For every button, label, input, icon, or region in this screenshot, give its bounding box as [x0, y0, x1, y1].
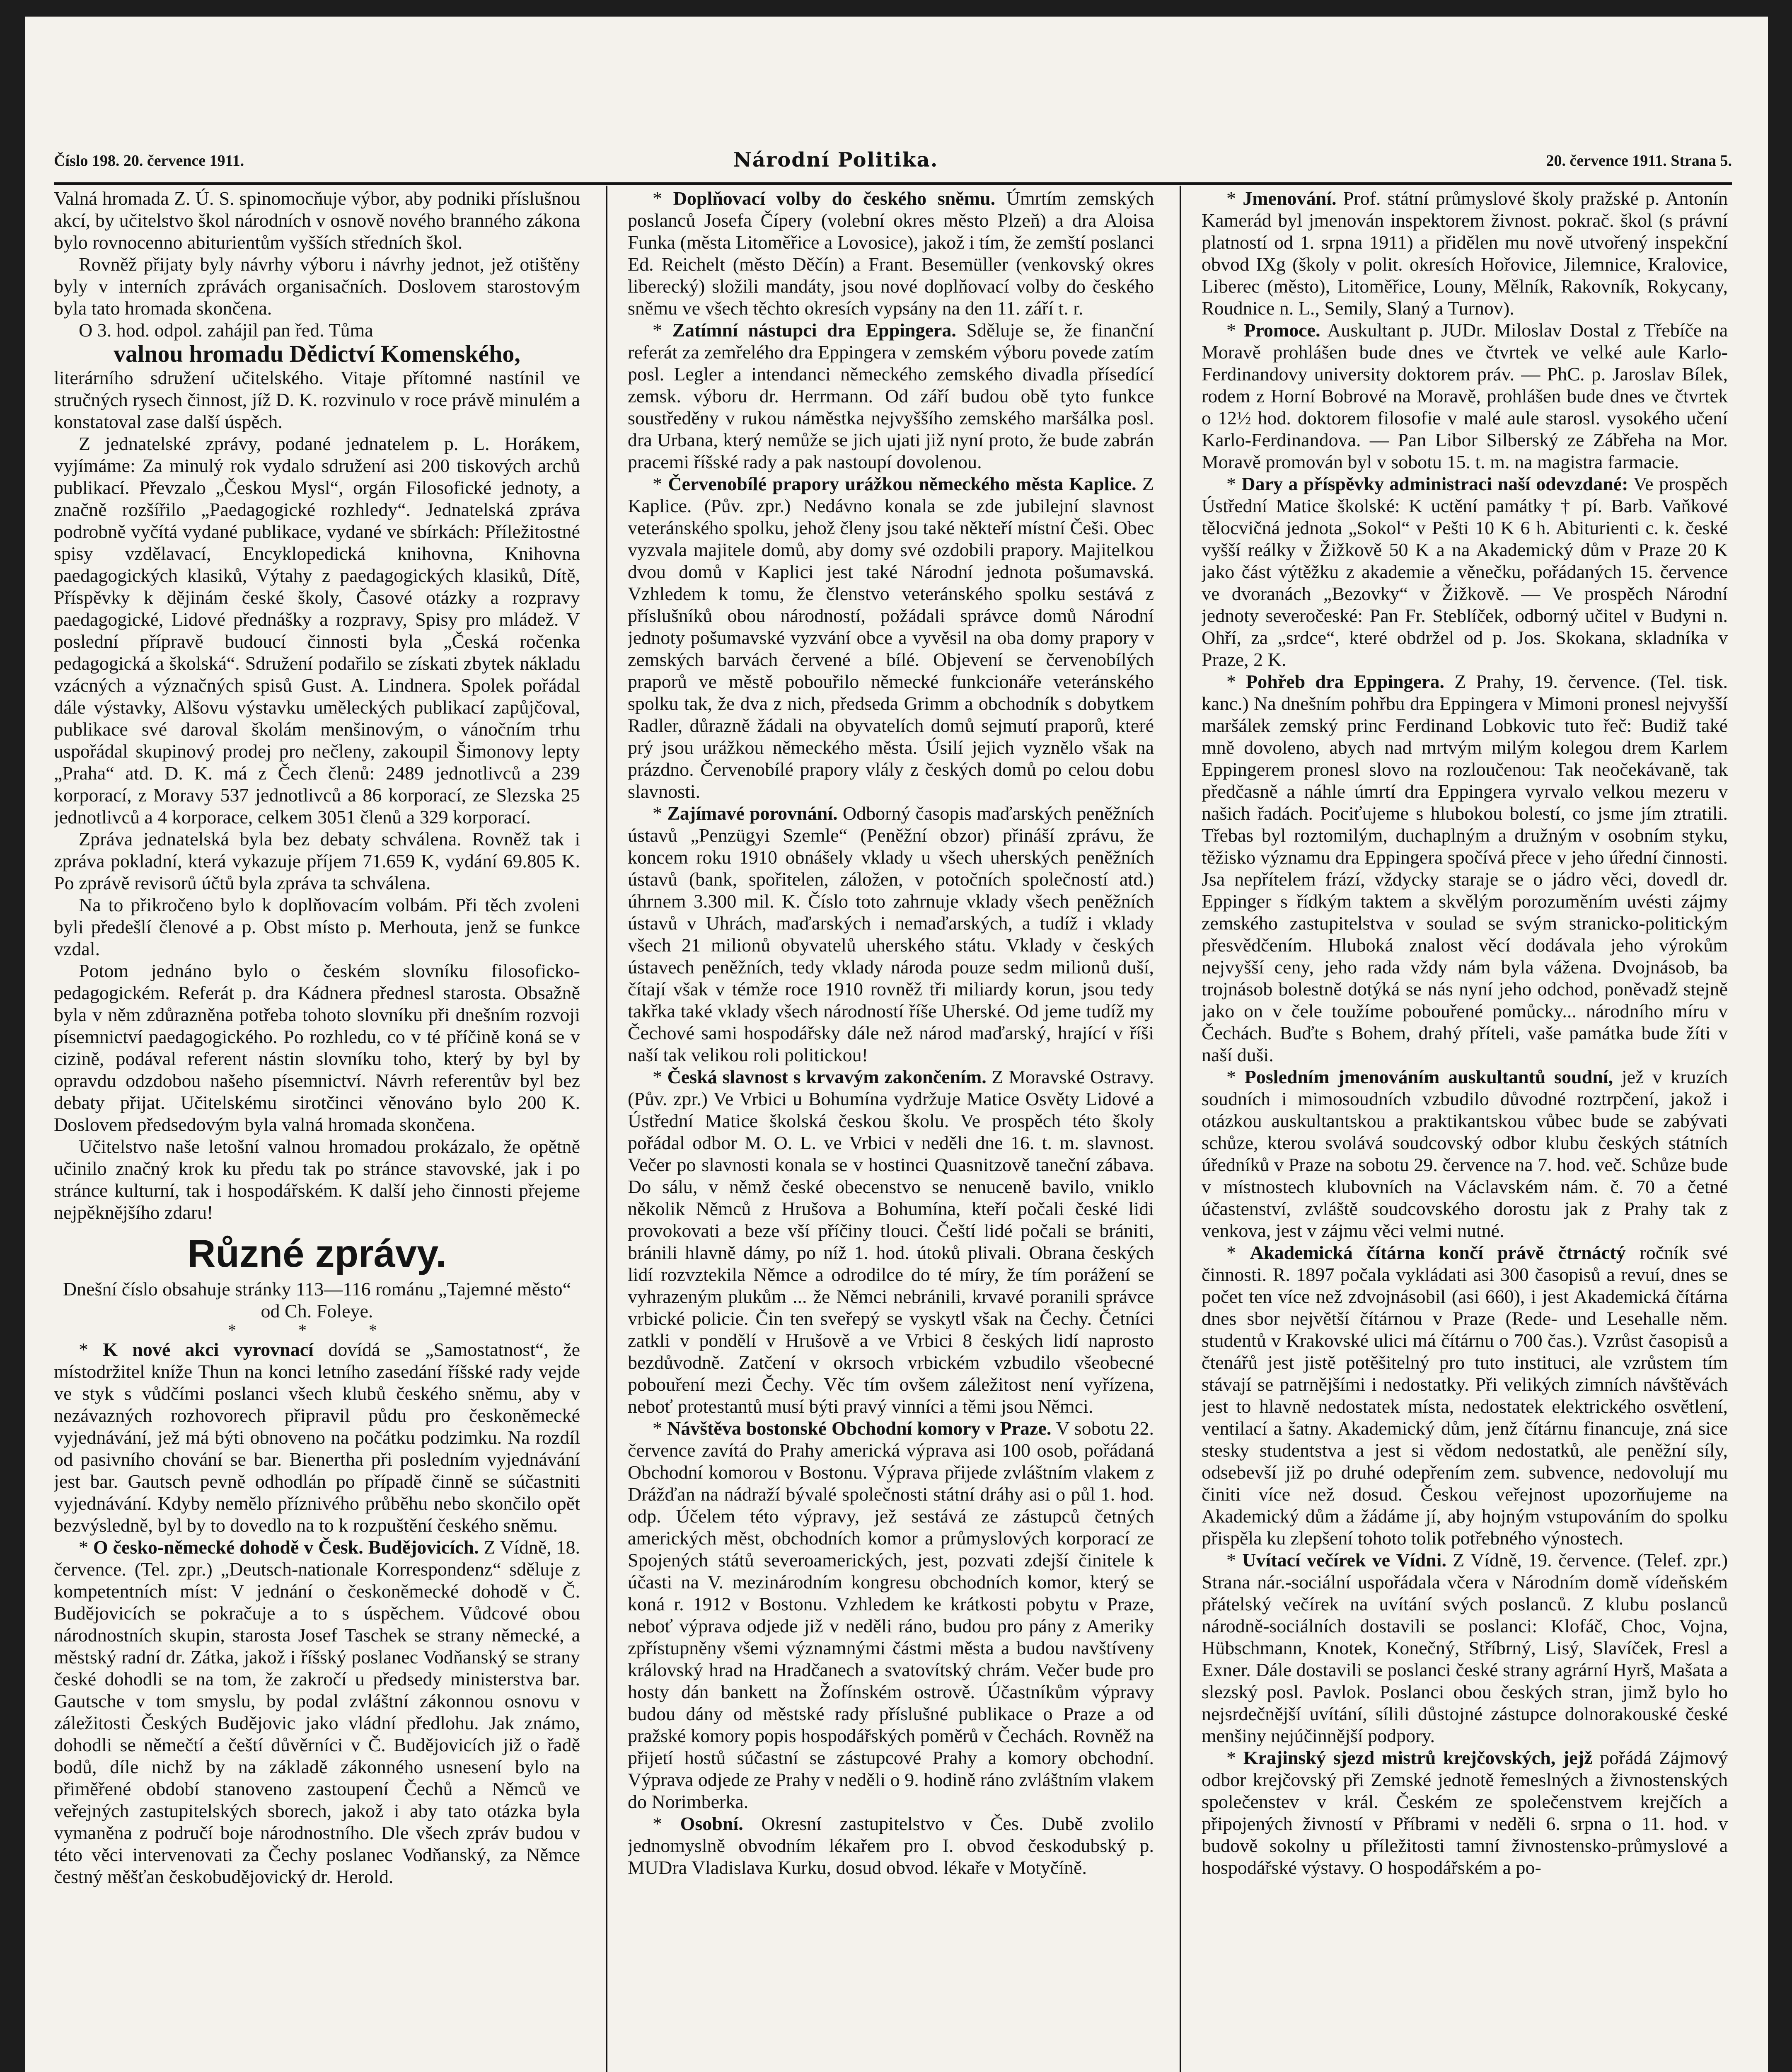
news-item-body: Úmrtím zemských poslanců Josefa Čípery (volební okres město Plzeň) a dra Aloisa Funka (města Litoměřice a Lovosice), jakož i tím, že zemští poslanci Ed. Reichelt (město Děčín) a Frant. Besemüller (venkovský okres liberecký) složili mandáty, jsou nové doplňovací volby do českého sněmu ve všech těchto okresích vypsány na den 11. září t. r.	[628, 188, 1154, 319]
article-paragraph: literárního sdružení učitelského. Vitaje přítomné nastínil ve stručných rysech činnost, jíž D. K. rozvinulo v roce právě minulém a konstatoval zase další úspěch.	[54, 367, 580, 432]
news-item-body: Z Kaplice. (Pův. zpr.) Nedávno konala se zde jubilejní slavnost veteránského spolku, jehož členy jsou také někteří místní Češi. Obec vyzvala majitele domů, aby domy své ozdobili prapory. Majitelkou dvou domů v Kaplici jest také Národní jednota pošumavská. Vzhledem k tomu, že členstvo veteránského spolku sestává z příslušníků obou národností, požádali správce domů Národní jednoty pošumavské vyzvání obce a vyvěsil na oba domy prapory v zemských barvách červené a bílé. Objevení se červenobílých praporů ve městě pobouřilo německé funkcionáře veteránského spolku tak, že dva z nich, předseda Grimm a obchodník s dobytkem Radler, důrazně žádali na obyvatelích domů sejmutí praporů, které prý jsou urážkou německého města. Úsilí jejich vyznělo však na prázdno. Červenobílé prapory vlály z českých domů po celou dobu slavnosti.	[628, 473, 1154, 802]
news-item: * Osobní. Okresní zastupitelstvo v Čes. Dubě zvolilo jednomyslně obvodním lékařem pro I. obvod českodubský p. MUDra Vladislava Kurku, dosud obvod. lékaře v Motyčíně.	[628, 1813, 1154, 1878]
news-item-lead: Uvítací večírek ve Vídni.	[1242, 1549, 1446, 1571]
article-paragraph: Valná hromada Z. Ú. S. spinomocňuje výbor, aby podniki příslušnou akcí, by učitelstvo škol národních v osnově nového branného zákona bylo rovnocenno abiturientům vyšších středních škol.	[54, 188, 580, 253]
article-paragraph: Zpráva jednatelská byla bez debaty schválena. Rovněž tak i zpráva pokladní, která vykazuje příjem 71.659 K, vydání 69.805 K. Po zprávě revisorů účtů byla zpráva ta schválena.	[54, 828, 580, 893]
header-rule	[54, 182, 1732, 185]
issue-number: Číslo 198. 20. července 1911.	[54, 152, 244, 169]
scan-border-top	[0, 0, 1792, 17]
news-item-lead: Zatímní nástupci dra Eppingera.	[672, 320, 956, 341]
news-item: * Česká slavnost s krvavým zakončením. Z Moravské Ostravy. (Pův. zpr.) Ve Vrbici u Bohumína vydržuje Matice Osvěty Lidové a Ústřední Matice školská českou školu. Ve prospěch této školy pořádal odbor M. O. L. ve Vrbici v neděli dne 16. t. m. slavnost. Večer po slavnosti konala se v hostinci Quasnitzově taneční zábava. Do sálu, v němž české obecenstvo se nenuceně bavilo, vniklo několik Němců z Hrušova a Bohumína, kteří počali české lidi provokovati a beze vší příčiny tlouci. Čeští lidé počali se brániti, bránili hlavně dámy, po níž 1. hod. útoků plivali. Obrana českých lidí rozvztekila Němce a odrodilce do té míry, že tím porážení se vyhrazeným plukům ... že Němci nebránili, krvavé poranili správce vrbické policie. Čin ten sveřepý se vyskytl však na Čechy. Četníci zatkli v pondělí v Hrušově a ve Vrbici 8 českých lidí naprosto bezdůvodně. Zatčení v okrsoch vrbickém vzbudilo všeobecné pobouření mezi Čechy. Věc tím ovšem záležitost není vyřízena, neboť protestantů musí býti pravý vinníci a těmi jsou Němci.	[628, 1066, 1154, 1417]
news-item: * Červenobílé prapory urážkou německého města Kaplice. Z Kaplice. (Pův. zpr.) Nedávno konala se zde jubilejní slavnost veteránského spolku, jehož členy jsou také někteří místní Češi. Obec vyzvala majitele domů, aby domy své ozdobili prapory. Majitelkou dvou domů v Kaplici jest také Národní jednota pošumavská. Vzhledem k tomu, že členstvo veteránského spolku sestává z příslušníků obou národností, požádali správce domů Národní jednoty pošumavské vyzvání obce a vyvěsil na oba domy prapory v zemských barvách červené a bílé. Objevení se červenobílých praporů ve městě pobouřilo německé funkcionáře veteránského spolku tak, že dva z nich, předseda Grimm a obchodník s dobytkem Radler, důrazně žádali na obyvatelích domů sejmutí praporů, které prý jsou urážkou německého města. Úsilí jejich vyznělo však na prázdno. Červenobílé prapory vlály z českých domů po celou dobu slavnosti.	[628, 473, 1154, 802]
news-item-body: dovídá se „Samostatnost“, že místodržitel kníže Thun na konci letního zasedání říšské rady vejde ve styk s vůdčími poslanci všech klubů českého sněmu, aby v nezávazných rozhovorech připravil půdu pro českoněmecké vyjednávání, jež má býti obnoveno na počátku podzimku. Na rozdíl od pasivního chování se bar. Bienertha při posledním vyjednávání jest bar. Gautsch pevně odhodlán po případě činně se súčastniti vyjednávání. Kdyby nemělo příznivého průběhu nebo skončilo opět bezvýsledně, byl by to dovedlo na to k rozpuštění českého sněmu.	[54, 1339, 580, 1536]
column-3	[1202, 187, 1728, 2072]
column-2	[628, 187, 1154, 2072]
article-paragraph: Potom jednáno bylo o českém slovníku filosoficko-pedagogickém. Referát p. dra Kádnera přednesl starosta. Obsažně byla v něm zdůrazněna potřeba tohoto slovníku při dnešním rozvoji písemnictví paedagogického. Po rozhledu, co v té příčině koná se v cizině, podával referent nástin slovníku toho, který by byl by opravdu odzdobou našeho písemnictví. Návrh referentův byl bez debaty přijat. Učitelskému sirotčinci věnováno bylo 200 K. Doslovem předsedovým byla valná hromada skončena.	[54, 960, 580, 1135]
column-1	[54, 187, 580, 2072]
news-item-lead: Krajinský sjezd mistrů krejčovských, jejž	[1243, 1747, 1593, 1768]
news-item: * Zatímní nástupci dra Eppingera. Sděluje se, že finanční referát za zemřelého dra Eppingera v zemském výboru povede zatím posl. Legler a intendanci německého zemského divadla přísedící zemsk. výboru dr. Herrmann. Od září budou obě tyto funkce soustředěny v rukou náměstka nejvyššího zemského maršálka posl. dra Urbana, který nemůže se jich ujati již nyní proto, že bude zabrán pracemi říšské rady a pak nastoupí dovolenou.	[628, 320, 1154, 472]
news-item-lead: Promoce.	[1244, 320, 1320, 341]
page-header	[54, 144, 1732, 177]
news-item: * Promoce. Auskultant p. JUDr. Miloslav Dostal z Třebíče na Moravě prohlášen bude dnes ve čtvrtek ve velké aule Karlo-Ferdinandovy university doktorem práv. — PhC. p. Jaroslav Bílek, rodem z Horní Bobrové na Moravě, prohlášen bude dnes ve čtvrtek o 12½ hod. doktorem filosofie v malé aule starosl. vysokého učení Karlo-Ferdinandova. — Pan Libor Silberský ze Zábřeha na Mor. Moravě promován byl v sobotu 15. t. m. na magistra farmacie.	[1202, 320, 1728, 472]
news-item-body: Ve prospěch Ústřední Matice školské: K uctění památky † pí. Barb. Vaňkové tělocvičná jednota „Sokol“ v Pešti 10 K 6 h. Abiturienti c. k. české vyšší reálky v Žižkově 50 K a na Akademický dům v Praze 20 K jako část výtěžku z akademie a věnečku, pořádaných 15. července ve dvoranách „Bezovky“ v Žižkově. — Ve prospěch Národní jednoty severočeské: Pan Fr. Steblíček, odborný učitel v Budyni n. Ohří, za „srdce“, které obdržel od p. Jos. Skokana, skladníka v Praze, 2 K.	[1202, 473, 1728, 670]
news-item: * Jmenování. Prof. státní průmyslové školy pražské p. Antonín Kamerád byl jmenován inspektorem živnost. pokrač. škol (s právní platností od 1. srpna 1911) a přidělen mu nově utvořený inspekční obvod IXg (školy v polit. okresích Hořovice, Jilemnice, Kralovice, Liberec (město), Litoměřice, Louny, Mělník, Rakovník, Rokycany, Roudnice n. L., Semily, Slaný a Turnov).	[1202, 188, 1728, 319]
news-item-body: Z Vídně, 18. července. (Tel. zpr.) „Deutsch-nationale Korrespondenz“ sděluje z kompetentních míst: V jednání o českoněmecké dohodě v Č. Budějovicích se pokračuje a to s úspěchem. Vůdcové obou národnostních skupin, starosta Josef Taschek se strany německé, a městský radní dr. Zátka, jakož i říšský poslanec Vodňanský se strany české dohodli se na tom, že zakročí u předsedy ministerstva bar. Gautsche v tom smyslu, by podal zvláštní zákonnou osnovu v záležitosti Českých Budějovic jako vládní předlohu. Jak známo, dohodli se němečtí a čeští důvěrníci v Č. Budějovicích již o řadě bodů, díle nichž by na základě zákonného usnesení bylo na přiměřené období stanoveno zastoupení Čechů a Němců ve veřejných zastupitelských sborech, jakož i aby tato otázka byla vymaněna z područí boje národnostního. Dle všech zpráv budou v této věci intervenovati za Čechy poslanec Vodňanský, za Němce čestný měšťan českobudějovický dr. Herold.	[54, 1537, 580, 1887]
news-item: * O česko-německé dohodě v Česk. Budějovicích. Z Vídně, 18. července. (Tel. zpr.) „Deutsch-nationale Korrespondenz“ sděluje z kompetentních míst: V jednání o českoněmecké dohodě v Č. Budějovicích se pokračuje a to s úspěchem. Vůdcové obou národnostních skupin, starosta Josef Taschek se strany německé, a městský radní dr. Zátka, jakož i říšský poslanec Vodňanský se strany české dohodli se na tom, že zakročí u předsedy ministerstva bar. Gautsche v tom smyslu, by podal zvláštní zákonnou osnovu v záležitosti Českých Budějovic jako vládní předlohu. Jak známo, dohodli se němečtí a čeští důvěrníci v Č. Budějovicích již o řadě bodů, díle nichž by na základě zákonného usnesení bylo na přiměřené období stanoveno zastoupení Čechů a Němců ve veřejných zastupitelských sborech, jakož i aby tato otázka byla vymaněna z područí boje národnostního. Dle všech zpráv budou v této věci intervenovati za Čechy poslanec Vodňanský, za Němce čestný měšťan českobudějovický dr. Herold.	[54, 1537, 580, 1887]
section-separator: * * *	[228, 1321, 406, 1339]
news-item: * Zajímavé porovnání. Odborný časopis maďarských peněžních ústavů „Penzügyi Szemle“ (Peněžní obzor) přináší zprávu, že koncem roku 1910 obnášely vklady u všech uherských peněžních ústavů (bank, spořitelen, záložen, v potočních společností atd.) úhrnem 3.300 mil. K. Číslo toto zahrnuje vklady všech peněžních ústavů v Uhrách, maďarských i nemaďarských, a tudíž i vklady všech 21 milionů obyvatelů uherského státu. Vklady v českých ústavech peněžních, tedy vklady národa pouze sedm milionů duší, čítají však v témže roce 1910 rovněž tři miliardy korun, jsou tedy takřka také vklady všech národností říše Uherské. Od jeme tudíž my Čechové sami hospodářsky dále než národ maďarský, hrající v říši naší tak velikou roli politickou!	[628, 803, 1154, 1065]
news-item-lead: Návštěva bostonské Obchodní komory v Praze.	[667, 1418, 1052, 1439]
news-item-body: Z Moravské Ostravy. (Pův. zpr.) Ve Vrbici u Bohumína vydržuje Matice Osvěty Lidové a Ústřední Matice školská českou školu. Ve prospěch této školy pořádal odbor M. O. L. ve Vrbici v neděli dne 16. t. m. slavnost. Večer po slavnosti konala se v hostinci Quasnitzově taneční zábava. Do sálu, v němž české obecenstvo se nenuceně bavilo, vniklo několik Němců z Hrušova a Bohumína, kteří počali české lidi provokovati a beze vší příčiny tlouci. Čeští lidé počali se brániti, bránili hlavně dámy, po níž 1. hod. útoků plivali. Obrana českých lidí rozvztekila Němce a odrodilce do té míry, že tím porážení se vyhrazeným plukům ... že Němci nebránili, krvavé poranili správce vrbické policie. Čin ten sveřepý se vyskytl však na Čechy. Četníci zatkli v pondělí v Hrušově a ve Vrbici 8 českých lidí naprosto bezdůvodně. Zatčení v okrsoch vrbickém vzbudilo všeobecné pobouření mezi Čechy. Věc tím ovšem záležitost není vyřízena, neboť protestantů musí býti pravý vinníci a těmi jsou Němci.	[628, 1066, 1154, 1417]
scan-border-left	[0, 0, 25, 2072]
news-item: * Návštěva bostonské Obchodní komory v Praze. V sobotu 22. července zavítá do Prahy americká výprava asi 100 osob, pořádaná Obchodní komorou v Bostonu. Výprava přijede zvláštním vlakem z Drážďan na nádraží bývalé společnosti státní dráhy asi o půl 1. hod. odp. Účelem této výpravy, jež sestává ze zástupců četných amerických měst, obchodních komor a průmyslových korporací ze Spojených států severoamerických, jest, pozvati zdejší činitele k účasti na V. mezinárodním kongresu obchodních komor, který se koná r. 1912 v Bostonu. Vzhledem ke krátkosti pobytu v Praze, neboť výprava odjede již v neděli ráno, budou pro pány z Ameriky zpřístupněny všemi významnými částmi města a budou navštíveny královský hrad na Hradčanech a svatovítský chrám. Večer bude pro hosty dán bankett na Žofínském ostrově. Účastníkům výpravy budou dány od městské rady příslušné publikace o Praze a od pražské komory popis hospodářských poměrů v Čechách. Rovněž na přijetí hostů súčastní se zástupcové Prahy a komory obchodní. Výprava odjede ze Prahy v neděli o 9. hodině ráno zvláštním vlakem do Norimberka.	[628, 1418, 1154, 1812]
news-item-lead: Akademická čítárna končí právě čtrnáctý	[1250, 1242, 1626, 1263]
news-item-lead: Osobní.	[680, 1813, 743, 1834]
page-number: 20. července 1911. Strana 5.	[1546, 152, 1732, 169]
column-divider	[1180, 186, 1181, 2072]
news-item-body: Okresní zastupitelstvo v Čes. Dubě zvolilo jednomyslně obvodním lékařem pro I. obvod českodubský p. MUDra Vladislava Kurku, dosud obvod. lékaře v Motyčíně.	[628, 1813, 1154, 1878]
notice-paragraph: Dnešní číslo obsahuje stránky 113—116 románu „Tajemné město“ od Ch. Foleye.	[63, 1278, 571, 1322]
news-item: * Akademická čítárna končí právě čtrnáctý ročník své činnosti. R. 1897 počala vykládati asi 300 časopisů a revuí, dnes se počet ten více než zdvojnásobil (asi 660), i jest Akademická čítárna dnes sbor největší čítárnou v Praze (Rede- und Lesehalle něm. studentů v Krakovské ulici má čítárnu o 700 čas.). Vzrůst časopisů a čtenářů jest jistě potěšitelný pro tuto instituci, ale vzrůstem tím stávají se patrnějšími i nedostatky. Při velikých zimních návštěvách jest to hlavně nedostatek místa, nedostatek elektrického osvětlení, ventilací a šatny. Akademický dům, jenž čítárnu financuje, zná sice stesky studentstva a jest si vědom nedostatků, ale peněžní síly, odsebevší již po druhé odepřením zem. subvence, nedovolují mu činiti více než dosud. Českou veřejnost upozorňujeme na Akademický dům a žádáme jí, aby hojným vstupováním do spolku přispěla ku zlepšení tohoto tolik potřebného výnostech.	[1202, 1242, 1728, 1549]
column-divider	[606, 186, 607, 2072]
news-item: * Pohřeb dra Eppingera. Z Prahy, 19. července. (Tel. tisk. kanc.) Na dnešním pohřbu dra Eppingera v Mimoni pronesl nejvyšší maršálek zemský princ Ferdinand Lobkovic tuto řeč: Budiž také mně dovoleno, abych nad mrtvým milým kolegou drem Karlem Eppingerem pronesl slovo na rozloučenou: Tak neočekávaně, tak předčasně a náhle úmrtí dra Eppingera vyrvalo velkou mezeru v našich řadách. Pociťujeme s hlubokou bolestí, co jsme jím ztratili. Třebas byl roztomilým, duchaplným a družným v osobním styku, těžisko významu dra Eppingera spočívá přece v jeho úřední činnosti. Jsa nepřítelem frází, vždycky staraje se o jádro věci, dovedl dr. Eppinger s řídkým taktem a skvělým porozuměním uvésti zájmy zemského zastupitelstva v soulad se svým stranicko-politickým přesvědčením. Hluboká znalost věcí dodávala jeho výrokům nejvyšší ceny, jeho rada vždy nám byla vážena. Dvojnásob, ba trojnásob bolestně dotýká se nás nyní jeho odchod, poněvadž stejně jako on v čele toužíme pobouřené pomůcky... národního míru v Čechách. Buďte s Bohem, drahý příteli, vaše památka bude žíti v naší duši.	[1202, 671, 1728, 1065]
news-item-body: Auskultant p. JUDr. Miloslav Dostal z Třebíče na Moravě prohlášen bude dnes ve čtvrtek ve velké aule Karlo-Ferdinandovy university doktorem práv. — PhC. p. Jaroslav Bílek, rodem z Horní Bobrové na Moravě, prohlášen bude dnes ve čtvrtek o 12½ hod. doktorem filosofie v malé aule starosl. vysokého učení Karlo-Ferdinandova. — Pan Libor Silberský ze Zábřeha na Mor. Moravě promován byl v sobotu 15. t. m. na magistra farmacie.	[1202, 320, 1728, 472]
news-item-body: ročník své činnosti. R. 1897 počala vykládati asi 300 časopisů a revuí, dnes se počet ten více než zdvojnásobil (asi 660), i jest Akademická čítárna dnes sbor největší čítárnou v Praze (Rede- und Lesehalle něm. studentů v Krakovské ulici má čítárnu o 700 čas.). Vzrůst časopisů a čtenářů jest jistě potěšitelný pro tuto instituci, ale vzrůstem tím stávají se patrnějšími i nedostatky. Při velikých zimních návštěvách jest to hlavně nedostatek místa, nedostatek elektrického osvětlení, ventilací a šatny. Akademický dům, jenž čítárnu financuje, zná sice stesky studentstva a jest si vědom nedostatků, ale peněžní síly, odsebevší již po druhé odepřením zem. subvence, nedovolují mu činiti více než dosud. Českou veřejnost upozorňujeme na Akademický dům a žádáme jí, aby hojným vstupováním do spolku přispěla ku zlepšení tohoto tolik potřebného výnostech.	[1202, 1242, 1728, 1549]
news-item-body: Z Prahy, 19. července. (Tel. tisk. kanc.) Na dnešním pohřbu dra Eppingera v Mimoni pronesl nejvyšší maršálek zemský princ Ferdinand Lobkovic tuto řeč: Budiž také mně dovoleno, abych nad mrtvým milým kolegou drem Karlem Eppingerem pronesl slovo na rozloučenou: Tak neočekávaně, tak předčasně a náhle úmrtí dra Eppingera vyrvalo velkou mezeru v našich řadách. Pociťujeme s hlubokou bolestí, co jsme jím ztratili. Třebas byl roztomilým, duchaplným a družným v osobním styku, těžisko významu dra Eppingera spočívá přece v jeho úřední činnosti. Jsa nepřítelem frází, vždycky staraje se o jádro věci, dovedl dr. Eppinger s řídkým taktem a skvělým porozuměním uvésti zájmy zemského zastupitelstva v soulad se svým stranicko-politickým přesvědčením. Hluboká znalost věcí dodávala jeho výrokům nejvyšší ceny, jeho rada vždy nám byla vážena. Dvojnásob, ba trojnásob bolestně dotýká se nás nyní jeho odchod, poněvadž stejně jako on v čele toužíme pobouřené pomůcky... národního míru v Čechách. Buďte s Bohem, drahý příteli, vaše památka bude žíti v naší duši.	[1202, 671, 1728, 1065]
section-heading: valnou hromadu Dědictví Komenského,	[114, 340, 520, 367]
news-item: * Dary a příspěvky administraci naší odevzdané: Ve prospěch Ústřední Matice školské: K uctění památky † pí. Barb. Vaňkové tělocvičná jednota „Sokol“ v Pešti 10 K 6 h. Abiturienti c. k. české vyšší reálky v Žižkově 50 K a na Akademický dům v Praze 20 K jako část výtěžku z akademie a věnečku, pořádaných 15. července ve dvoranách „Bezovky“ v Žižkově. — Ve prospěch Národní jednoty severočeské: Pan Fr. Steblíček, odborný učitel v Budyni n. Ohří, za „srdce“, které obdržel od p. Jos. Skokana, skladníka v Praze, 2 K.	[1202, 473, 1728, 670]
news-item-lead: Česká slavnost s krvavým zakončením.	[667, 1066, 987, 1087]
news-item-body: pořádá Zájmový odbor krejčovský při Zemské jednotě řemeslných a živnostenských společenstev v král. Českém ze společenstvem krejčích a připojených živností v Příbrami v neděli 6. srpna o 11. hod. v budově sokolny u příležitosti tamní živnostensko-průmyslové a hospodářské výstavy. O hospodářském a po-	[1202, 1747, 1728, 1878]
article-paragraph: Učitelstvo naše letošní valnou hromadou prokázalo, že opětně učinilo značný krok ku předu tak po stránce stavovské, jak i po stránce kulturní, tak i hospodářském. K další jeho činnosti přejeme nejpěknějšího zdaru!	[54, 1136, 580, 1223]
news-item-lead: Jmenování.	[1243, 188, 1337, 209]
news-item-lead: Dary a příspěvky administraci naší odevzdané:	[1241, 473, 1628, 494]
news-item: * Posledním jmenováním auskultantů soudní, jež v kruzích soudních i mimosoudních vzbudilo důvodné roztrpčení, jakož i otázkou auskultantskou a praktikantskou vůbec bude se zabývati schůze, kterou svolává soudcovský odbor klubu českých státních úředníků v Praze na sobotu 29. července na 7. hod. več. Schůze bude v místnostech klubovních na Václavském nám. č. 70 a četné účastenství, zvláště soudcovského dorostu jak z Prahy tak z venkova, jest v zájmu věci velmi nutné.	[1202, 1066, 1728, 1241]
news-item-body: jež v kruzích soudních i mimosoudních vzbudilo důvodné roztrpčení, jakož i otázkou auskultantskou a praktikantskou vůbec bude se zabývati schůze, kterou svolává soudcovský odbor klubu českých státních úředníků v Praze na sobotu 29. července na 7. hod. več. Schůze bude v místnostech klubovních na Václavském nám. č. 70 a četné účastenství, zvláště soudcovského dorostu jak z Prahy tak z venkova, jest v zájmu věci velmi nutné.	[1202, 1066, 1728, 1241]
article-paragraph: Na to přikročeno bylo k doplňovacím volbám. Při těch zvoleni byli předešlí členové a p. Obst místo p. Merhouta, jenž se funkce vzdal.	[54, 894, 580, 959]
news-item-lead: Pohřeb dra Eppingera.	[1246, 671, 1445, 692]
news-item-lead: Posledním jmenováním auskultantů soudní,	[1244, 1066, 1613, 1087]
article-paragraph: O 3. hod. odpol. zahájil pan řed. Tůma	[79, 320, 373, 341]
news-item: * K nové akci vyrovnací dovídá se „Samostatnost“, že místodržitel kníže Thun na konci letního zasedání říšské rady vejde ve styk s vůdčími poslanci všech klubů českého sněmu, aby v nezávazných rozhovorech připravil půdu pro českoněmecké vyjednávání, jež má býti obnoveno na počátku podzimku. Na rozdíl od pasivního chování se bar. Bienertha při posledním vyjednávání jest bar. Gautsch pevně odhodlán po případě činně se súčastniti vyjednávání. Kdyby nemělo příznivého průběhu nebo skončilo opět bezvýsledně, byl by to dovedlo na to k rozpuštění českého sněmu.	[54, 1339, 580, 1536]
news-item-lead: O česko-německé dohodě v Česk. Budějovicích.	[93, 1537, 479, 1558]
article-paragraph: Z jednatelské zprávy, podané jednatelem p. L. Horákem, vyjímáme: Za minulý rok vydalo sdružení asi 200 tiskových archů publikací. Převzalo „Českou Mysl“, orgán Filosofické jednoty, a značně rozšířilo „Paedagogické rozhledy“. Jednatelská zpráva podrobně vyčítá vydané publikace, vydané ve sbírkách: Příležitostné spisy vzdělavací, Encyklopedická knihovna, Knihovna paedagogických klasiků, Výtahy z paedagogických klasiků, Dítě, Příspěvky k dějinám české školy, Časové otázky a rozpravy paedagogické, Lidové přednášky a rozpravy, Spisy pro mládež. V poslední přípravě budoucí činnosti byla „Česká ročenka pedagogická a školská“. Sdružení podařilo se získati zbytek nákladu vzácných a význačných spisů Gust. A. Lindnera. Spolek pořádal dále výstavky, Alšovu výstavku uměleckých publikací zapůjčoval, publikace své daroval školám menšinovým, o vánočním trhu uspořádal skupinový prodej pro nečleny, zakoupil Šimonovy lepty „Praha“ atd. D. K. má z Čech členů: 2489 jednotlivců a 239 korporací, z Moravy 537 jednotlivců a 86 korporací, ze Slezska 25 jednotlivců a 4 korporace, celkem 3051 členů a 329 korporací.	[54, 433, 580, 828]
article-paragraph: Rovněž přijaty byly návrhy výboru i návrhy jednot, jež otištěny byly v interních zprávách organisačních. Doslovem starostovým byla tato hromada skončena.	[54, 254, 580, 319]
newspaper-title: Národní Politika.	[733, 148, 938, 172]
news-item-body: V sobotu 22. července zavítá do Prahy americká výprava asi 100 osob, pořádaná Obchodní komorou v Bostonu. Výprava přijede zvláštním vlakem z Drážďan na nádraží bývalé společnosti státní dráhy asi o půl 1. hod. odp. Účelem této výpravy, jež sestává ze zástupců četných amerických měst, obchodních komor a průmyslových korporací ze Spojených států severoamerických, jest, pozvati zdejší činitele k účasti na V. mezinárodním kongresu obchodních komor, který se koná r. 1912 v Bostonu. Vzhledem ke krátkosti pobytu v Praze, neboť výprava odjede již v neděli ráno, budou pro pány z Ameriky zpřístupněny všemi významnými částmi města a budou navštíveny královský hrad na Hradčanech a svatovítský chrám. Večer bude pro hosty dán bankett na Žofínském ostrově. Účastníkům výpravy budou dány od městské rady příslušné publikace o Praze a od pražské komory popis hospodářských poměrů v Čechách. Rovněž na přijetí hostů súčastní se zástupcové Prahy a komory obchodní. Výprava odjede ze Prahy v neděli o 9. hodině ráno zvláštním vlakem do Norimberka.	[628, 1418, 1154, 1812]
news-item-lead: Červenobílé prapory urážkou německého města Kaplice.	[668, 473, 1137, 494]
news-item: * Krajinský sjezd mistrů krejčovských, jejž pořádá Zájmový odbor krejčovský při Zemské jednotě řemeslných a živnostenských společenstev v král. Českém ze společenstvem krejčích a připojených živností v Příbrami v neděli 6. srpna o 11. hod. v budově sokolny u příležitosti tamní živnostensko-průmyslové a hospodářské výstavy. O hospodářském a po-	[1202, 1747, 1728, 1878]
scan-border-right	[1768, 0, 1792, 2072]
news-item-body: Z Vídně, 19. července. (Telef. zpr.) Strana nár.-sociální uspořádala včera v Národním domě vídeňském přátelský večírek na uvítání svých poslanců. Z klubu poslanců národně-sociálních dostavili se poslanci: Klofáč, Choc, Vojna, Hübschmann, Knotek, Konečný, Stříbrný, Lisý, Slavíček, Fresl a Exner. Dále dostavili se poslanci české strany agrární Hyrš, Mašata a slezský posl. Pavlok. Poslanci obou českých stran, jimž bylo ho nejsrdečnější uvítání, sílili důstojné zástupce dolnorakouské české menšiny nejúčinnější podpory.	[1202, 1549, 1728, 1746]
news-item-lead: Zajímavé porovnání.	[667, 803, 838, 824]
news-item-body: Odborný časopis maďarských peněžních ústavů „Penzügyi Szemle“ (Peněžní obzor) přináší zprávu, že koncem roku 1910 obnášely vklady u všech uherských peněžních ústavů (bank, spořitelen, záložen, v potočních společností atd.) úhrnem 3.300 mil. K. Číslo toto zahrnuje vklady všech peněžních ústavů v Uhrách, maďarských i nemaďarských, a tudíž i vklady všech 21 milionů obyvatelů uherského státu. Vklady v českých ústavech peněžních, tedy vklady národa pouze sedm milionů duší, čítají však v témže roce 1910 rovněž tři miliardy korun, jsou tedy takřka také vklady všech národností říše Uherské. Od jeme tudíž my Čechové sami hospodářsky dále než národ maďarský, hrající v říši naší tak velikou roli politickou!	[628, 803, 1154, 1065]
news-item: * Uvítací večírek ve Vídni. Z Vídně, 19. července. (Telef. zpr.) Strana nár.-sociální uspořádala včera v Národním domě vídeňském přátelský večírek na uvítání svých poslanců. Z klubu poslanců národně-sociálních dostavili se poslanci: Klofáč, Choc, Vojna, Hübschmann, Knotek, Konečný, Stříbrný, Lisý, Slavíček, Fresl a Exner. Dále dostavili se poslanci české strany agrární Hyrš, Mašata a slezský posl. Pavlok. Poslanci obou českých stran, jimž bylo ho nejsrdečnější uvítání, sílili důstojné zástupce dolnorakouské české menšiny nejúčinnější podpory.	[1202, 1549, 1728, 1746]
news-item-lead: K nové akci vyrovnací	[103, 1339, 314, 1360]
section-headline: Různé zprávy.	[187, 1232, 447, 1275]
news-item-body: Sděluje se, že finanční referát za zemřelého dra Eppingera v zemském výboru povede zatím posl. Legler a intendanci německého zemského divadla přísedící zemsk. výboru dr. Herrmann. Od září budou obě tyto funkce soustředěny v rukou náměstka nejvyššího zemského maršálka posl. dra Urbana, který nemůže se jich ujati již nyní proto, že bude zabrán pracemi říšské rady a pak nastoupí dovolenou.	[628, 320, 1154, 472]
news-item: * Doplňovací volby do českého sněmu. Úmrtím zemských poslanců Josefa Čípery (volební okres město Plzeň) a dra Aloisa Funka (města Litoměřice a Lovosice), jakož i tím, že zemští poslanci Ed. Reichelt (město Děčín) a Frant. Besemüller (venkovský okres liberecký) složili mandáty, jsou nové doplňovací volby do českého sněmu ve všech těchto okresích vypsány na den 11. září t. r.	[628, 188, 1154, 319]
news-item-lead: Doplňovací volby do českého sněmu.	[673, 188, 996, 209]
news-item-body: Prof. státní průmyslové školy pražské p. Antonín Kamerád byl jmenován inspektorem živnost. pokrač. škol (s právní platností od 1. srpna 1911) a přidělen mu nově utvořený inspekční obvod IXg (školy v polit. okresích Hořovice, Jilemnice, Kralovice, Liberec (město), Litoměřice, Louny, Mělník, Rakovník, Rokycany, Roudnice n. L., Semily, Slaný a Turnov).	[1202, 188, 1728, 319]
